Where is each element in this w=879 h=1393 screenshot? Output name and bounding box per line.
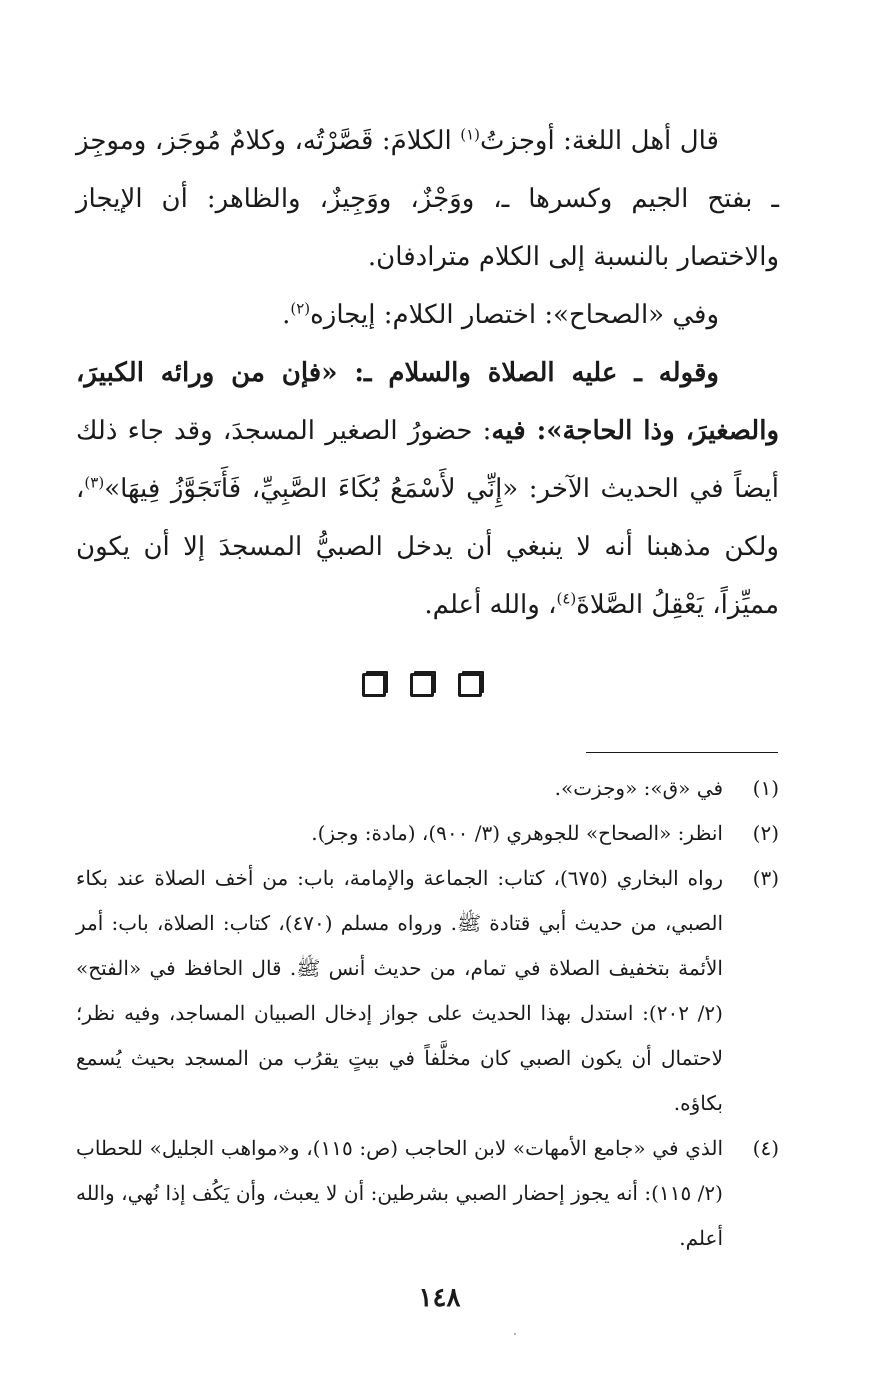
ornament-square-icon xyxy=(410,673,434,697)
footnote-number: (٤) xyxy=(752,1136,779,1160)
paragraph-2-text-a: وفي «الصحاح»: اختصار الكلام: إيجازه xyxy=(310,300,719,330)
footnote-ref-3: (٣) xyxy=(84,473,105,492)
footnote-text: الذي في «جامع الأمهات» لابن الحاجب (ص: ١١٥)، و«مواهب الجليل» للحطاب (٢/ ١١٥): أنه يجوز إحضار الصبي بشرطين: أن لا يعبث، وأن يَكُف إذا نُهي، والله أعلم. xyxy=(76,1136,723,1250)
footnote-ref-2: (٢) xyxy=(290,299,311,318)
footnote-text: انظر: «الصحاح» للجوهري (٣/ ٩٠٠)، (مادة: وجز). xyxy=(311,821,723,845)
page-number: ١٤٨ xyxy=(418,1283,461,1313)
footnote-item xyxy=(76,856,779,1126)
paragraph-2 xyxy=(76,286,779,344)
paragraph-3-text-c: ، والله أعلم. xyxy=(424,590,557,620)
footnote-ref-4: (٤) xyxy=(556,589,577,608)
footnotes xyxy=(76,766,779,1261)
footnote-number: (١) xyxy=(752,776,779,800)
paragraph-1 xyxy=(76,112,779,286)
footnote-text: في «ق»: «وجزت». xyxy=(554,776,723,800)
paragraph-3 xyxy=(76,344,779,634)
footnote-number: (٣) xyxy=(752,866,779,890)
paragraph-3-text-b: ، ولكن مذهبنا أنه لا ينبغي أن يدخل الصبيُّ المسجدَ إلا أن يكون مميِّزاً، يَعْقِلُ الصَّلاةَ xyxy=(76,474,779,620)
paragraph-1-text-a: قال أهل اللغة: أوجزتُ xyxy=(480,126,719,156)
footnote-ref-1: (١) xyxy=(460,125,480,144)
footnote-separator xyxy=(586,752,778,753)
scan-speck xyxy=(514,1333,516,1335)
paragraph-3-text-a: : حضورُ الصغير المسجدَ، وقد جاء ذلك أيضاً في الحديث الآخر: «إِنِّي لأَسْمَعُ بُكَاءَ الصَّبِيِّ، فَأَتَجَوَّزُ فِيهَا» xyxy=(76,416,779,504)
footnote-item xyxy=(76,811,779,856)
main-text xyxy=(76,112,779,634)
hadith-quote-bold: وقوله ـ عليه الصلاة والسلام ـ: «فإن من ورائه الكبيرَ، والصغيرَ، وذا الحاجة»: فيه xyxy=(76,358,779,446)
ornament-square-icon xyxy=(458,673,482,697)
paragraph-2-text-b: . xyxy=(282,300,291,330)
ornament-square-icon xyxy=(362,673,386,697)
footnote-item xyxy=(76,1126,779,1261)
section-end-ornament xyxy=(362,670,482,700)
footnote-text: رواه البخاري (٦٧٥)، كتاب: الجماعة والإمامة، باب: من أخف الصلاة عند بكاء الصبي، من حديث أبي قتادة ﷺ. ورواه مسلم (٤٧٠)، كتاب: الصلاة، باب: أمر الأئمة بتخفيف الصلاة في تمام، من حديث أنس ﷺ. قال الحافظ في «الفتح» (٢/ ٢٠٢): استدل بهذا الحديث على جواز إدخال الصبيان المساجد، وفيه نظر؛ لاحتمال أن يكون الصبي كان مخلَّفاً في بيتٍ يقرُب من المسجد بحيث يُسمع بكاؤه. xyxy=(76,866,724,1115)
paragraph-1-text-b: الكلامَ: قَصَّرْتُه، وكلامٌ مُوجَز، وموجِز ـ بفتح الجيم وكسرها ـ، ووَجْزٌ، ووَجِيزٌ، والظاهر: أن الإيجاز والاختصار بالنسبة إلى الكلام مترادفان. xyxy=(76,126,779,272)
footnote-item xyxy=(76,766,779,811)
footnote-number: (٢) xyxy=(752,821,779,845)
